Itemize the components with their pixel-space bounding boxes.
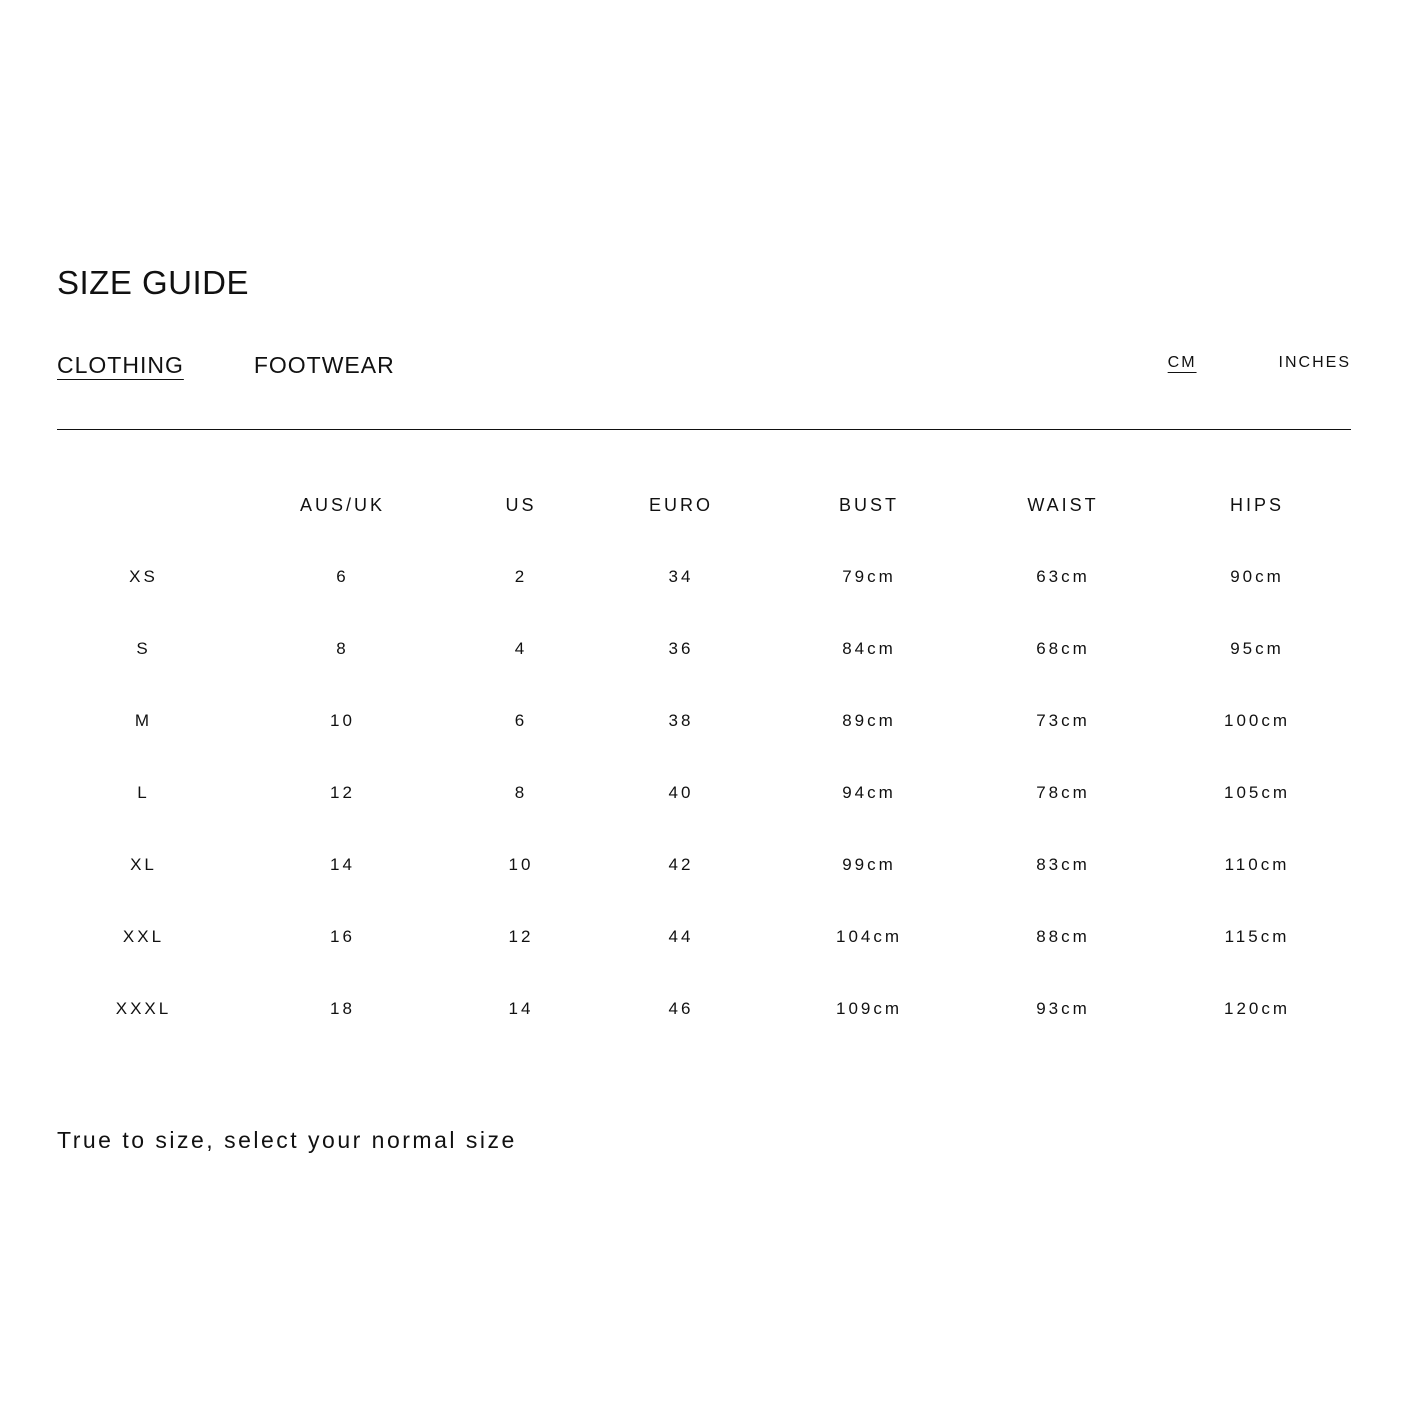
cell-aus-uk: 16 xyxy=(330,927,355,946)
unit-cm-toggle[interactable]: CM xyxy=(1167,354,1197,371)
page-title: SIZE GUIDE xyxy=(57,264,250,301)
table-header-row xyxy=(57,469,1351,541)
unit-toggle xyxy=(1168,355,1351,371)
cell-waist: 93cm xyxy=(1036,999,1090,1018)
header-euro: EURO xyxy=(648,494,713,515)
cell-bust: 109cm xyxy=(835,999,903,1018)
cell-bust: 99cm xyxy=(842,855,896,874)
tab-clothing[interactable]: CLOTHING xyxy=(57,352,184,378)
cell-hips: 95cm xyxy=(1230,639,1284,658)
divider xyxy=(57,429,1351,430)
cell-aus-uk: 14 xyxy=(330,855,355,874)
cell-hips: 105cm xyxy=(1223,783,1291,802)
cell-size: L xyxy=(137,783,150,802)
cell-waist: 88cm xyxy=(1036,927,1090,946)
header-bust: BUST xyxy=(838,494,899,515)
table-row xyxy=(57,829,1351,901)
cell-size: XS xyxy=(129,567,158,586)
cell-us: 12 xyxy=(508,927,534,946)
header-hips: HIPS xyxy=(1229,494,1284,515)
cell-bust: 89cm xyxy=(842,711,896,730)
unit-inches-toggle[interactable]: INCHES xyxy=(1278,354,1351,371)
cell-aus-uk: 10 xyxy=(330,711,355,730)
table-row xyxy=(57,685,1351,757)
cell-aus-uk: 18 xyxy=(330,999,355,1018)
cell-waist: 68cm xyxy=(1036,639,1090,658)
cell-waist: 63cm xyxy=(1036,567,1090,586)
category-tabs xyxy=(57,354,395,381)
header-aus-uk: AUS/UK xyxy=(299,494,386,515)
table-row xyxy=(57,613,1351,685)
size-table xyxy=(57,469,1351,1045)
fit-note: True to size, select your normal size xyxy=(57,1127,517,1153)
cell-waist: 73cm xyxy=(1036,711,1090,730)
cell-size: S xyxy=(136,639,151,658)
cell-size: XXL xyxy=(122,927,165,946)
header-size xyxy=(57,469,230,541)
header-us: US xyxy=(505,494,537,515)
cell-us: 14 xyxy=(508,999,534,1018)
cell-hips: 115cm xyxy=(1224,927,1290,946)
table-row xyxy=(57,757,1351,829)
cell-bust: 84cm xyxy=(842,639,896,658)
cell-waist: 83cm xyxy=(1036,855,1090,874)
cell-euro: 42 xyxy=(668,855,694,874)
tab-footwear[interactable]: FOOTWEAR xyxy=(253,352,395,378)
cell-aus-uk: 8 xyxy=(336,639,349,658)
cell-hips: 90cm xyxy=(1230,567,1284,586)
cell-hips: 100cm xyxy=(1223,711,1291,730)
cell-euro: 34 xyxy=(668,567,694,586)
cell-us: 2 xyxy=(514,567,528,586)
cell-euro: 40 xyxy=(668,783,694,802)
cell-bust: 94cm xyxy=(842,783,896,802)
cell-hips: 110cm xyxy=(1224,855,1290,874)
cell-waist: 78cm xyxy=(1036,783,1090,802)
cell-bust: 104cm xyxy=(835,927,903,946)
cell-size: M xyxy=(134,711,153,730)
cell-us: 10 xyxy=(508,855,534,874)
cell-hips: 120cm xyxy=(1223,999,1291,1018)
cell-aus-uk: 12 xyxy=(330,783,355,802)
cell-us: 8 xyxy=(514,783,528,802)
cell-us: 4 xyxy=(514,639,528,658)
table-row xyxy=(57,973,1351,1045)
cell-aus-uk: 6 xyxy=(336,567,349,586)
cell-size: XL xyxy=(130,855,157,874)
header-waist: WAIST xyxy=(1027,494,1099,515)
cell-bust: 79cm xyxy=(842,567,896,586)
cell-euro: 36 xyxy=(668,639,694,658)
table-row xyxy=(57,901,1351,973)
cell-size: XXXL xyxy=(115,999,172,1018)
table-row xyxy=(57,541,1351,613)
cell-euro: 44 xyxy=(668,927,694,946)
cell-euro: 38 xyxy=(668,711,694,730)
cell-euro: 46 xyxy=(668,999,694,1018)
cell-us: 6 xyxy=(514,711,528,730)
